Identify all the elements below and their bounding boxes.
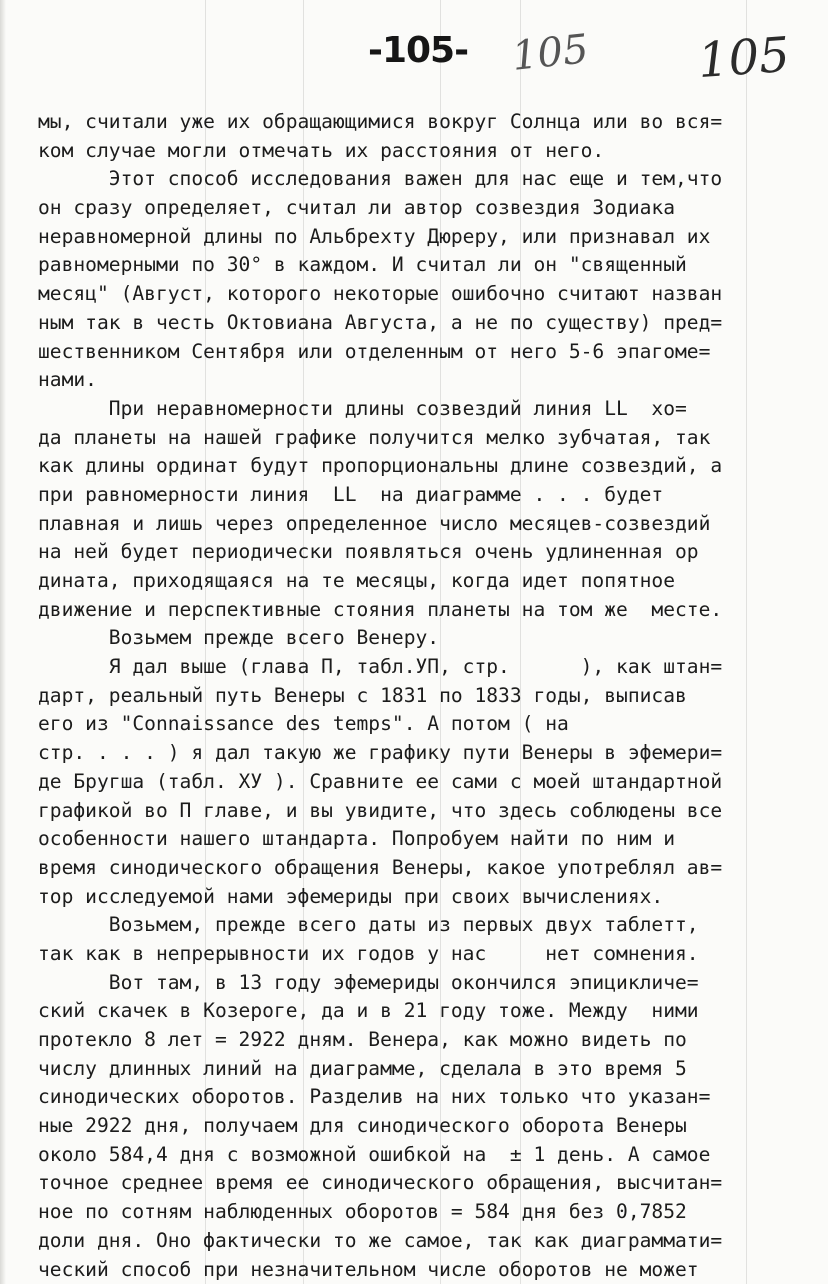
- page-number-handwritten: 105: [509, 26, 591, 80]
- text-line: около 584,4 дня с возможной ошибкой на ± 1 день. А самое: [38, 1142, 711, 1166]
- text-line: числу длинных линий на диаграмме, сделала в это время 5: [38, 1056, 687, 1080]
- text-line: Я дал выше (глава П, табл.УП, стр. ), как штан=: [38, 655, 723, 679]
- text-line: графикой во П главе, и вы увидите, что здесь соблюдены все: [38, 798, 723, 822]
- text-line: так как в непрерывности их годов у нас нет сомнения.: [38, 941, 699, 965]
- text-line: при равномерности линия LL на диаграмме . . . будет: [38, 482, 664, 506]
- text-line: шественником Сентября или отделенным от него 5-6 эпагоме=: [38, 339, 711, 363]
- text-line: тор исследуемой нами эфемериды при своих вычислениях.: [38, 884, 664, 908]
- text-line: особенности нашего штандарта. Попробуем найти по ним и: [38, 827, 676, 851]
- text-line: Возьмем прежде всего Венеру.: [38, 626, 440, 650]
- text-line: точное среднее время ее синодического обращения, высчитан=: [38, 1171, 723, 1195]
- text-line: ский скачек в Козероге, да и в 21 году тоже. Между ними: [38, 999, 699, 1023]
- page-number-typed: -105-: [368, 30, 469, 71]
- text-line: его из "Connaissance des temps". А потом ( на: [38, 712, 569, 736]
- text-line: нами.: [38, 368, 97, 392]
- text-line: как длины ординат будут пропорциональны длине созвездий, а: [38, 454, 723, 478]
- typed-text-body: [38, 108, 824, 1284]
- text-line: Вот там, в 13 году эфемериды окончился эпицикличе=: [38, 970, 699, 994]
- text-line: неравномерной длины по Альбрехту Дюреру, или признавал их: [38, 224, 711, 248]
- text-line: де Бругша (табл. ХУ ). Сравните ее сами с моей штандартной: [38, 769, 723, 793]
- text-line: ческий способ при незначительном числе оборотов не может: [38, 1257, 699, 1281]
- text-line: да планеты на нашей графике получится мелко зубчатая, так: [38, 425, 711, 449]
- text-line: стр. . . . ) я дал такую же графику пути Венеры в эфемери=: [38, 741, 723, 765]
- text-line: ным так в честь Октовиана Августа, а не по существу) пред=: [38, 310, 723, 334]
- text-line: Возьмем, прежде всего даты из первых двух таблетт,: [38, 913, 699, 937]
- text-line: мы, считали уже их обращающимися вокруг Солнца или во вся=: [38, 110, 723, 133]
- text-line: синодических оборотов. Разделив на них только что указан=: [38, 1085, 711, 1109]
- text-line: дината, приходящаяся на те месяцы, когда идет попятное: [38, 569, 676, 592]
- text-line: При неравномерности длины созвездий линия LL хо=: [38, 396, 687, 420]
- text-line: ные 2922 дня, получаем для синодического оборота Венеры: [38, 1114, 687, 1138]
- text-line: дарт, реальный путь Венеры с 1831 по 1833 годы, выписав: [38, 683, 687, 707]
- text-line: на ней будет периодически появляться очень удлиненная ор: [38, 540, 699, 564]
- text-line: он сразу определяет, считал ли автор созвездия Зодиака: [38, 196, 676, 220]
- text-line: месяц" (Август, которого некоторые ошибочно считают назван: [38, 282, 723, 306]
- text-line: ное по сотням наблюденных оборотов = 584 дня без 0,7852: [38, 1200, 687, 1224]
- text-line: ком случае могли отмечать их расстояния от него.: [38, 138, 605, 162]
- text-line: плавная и лишь через определенное число месяцев-созвездий: [38, 511, 711, 535]
- page-number-handwritten-large: 105: [696, 26, 792, 90]
- text-line: равномерными по 30° в каждом. И считал ли он "священный: [38, 253, 687, 277]
- text-line: движение и перспективные стояния планеты на том же месте.: [38, 597, 723, 621]
- text-line: протекло 8 лет = 2922 дням. Венера, как можно видеть по: [38, 1028, 687, 1051]
- scan-left-edge: [0, 0, 6, 1284]
- text-line: время синодического обращения Венеры, какое употреблял ав=: [38, 855, 723, 879]
- text-line: Этот способ исследования важен для нас еще и тем,что: [38, 167, 723, 191]
- text-line: доли дня. Оно фактически то же самое, так как диаграммати=: [38, 1228, 723, 1252]
